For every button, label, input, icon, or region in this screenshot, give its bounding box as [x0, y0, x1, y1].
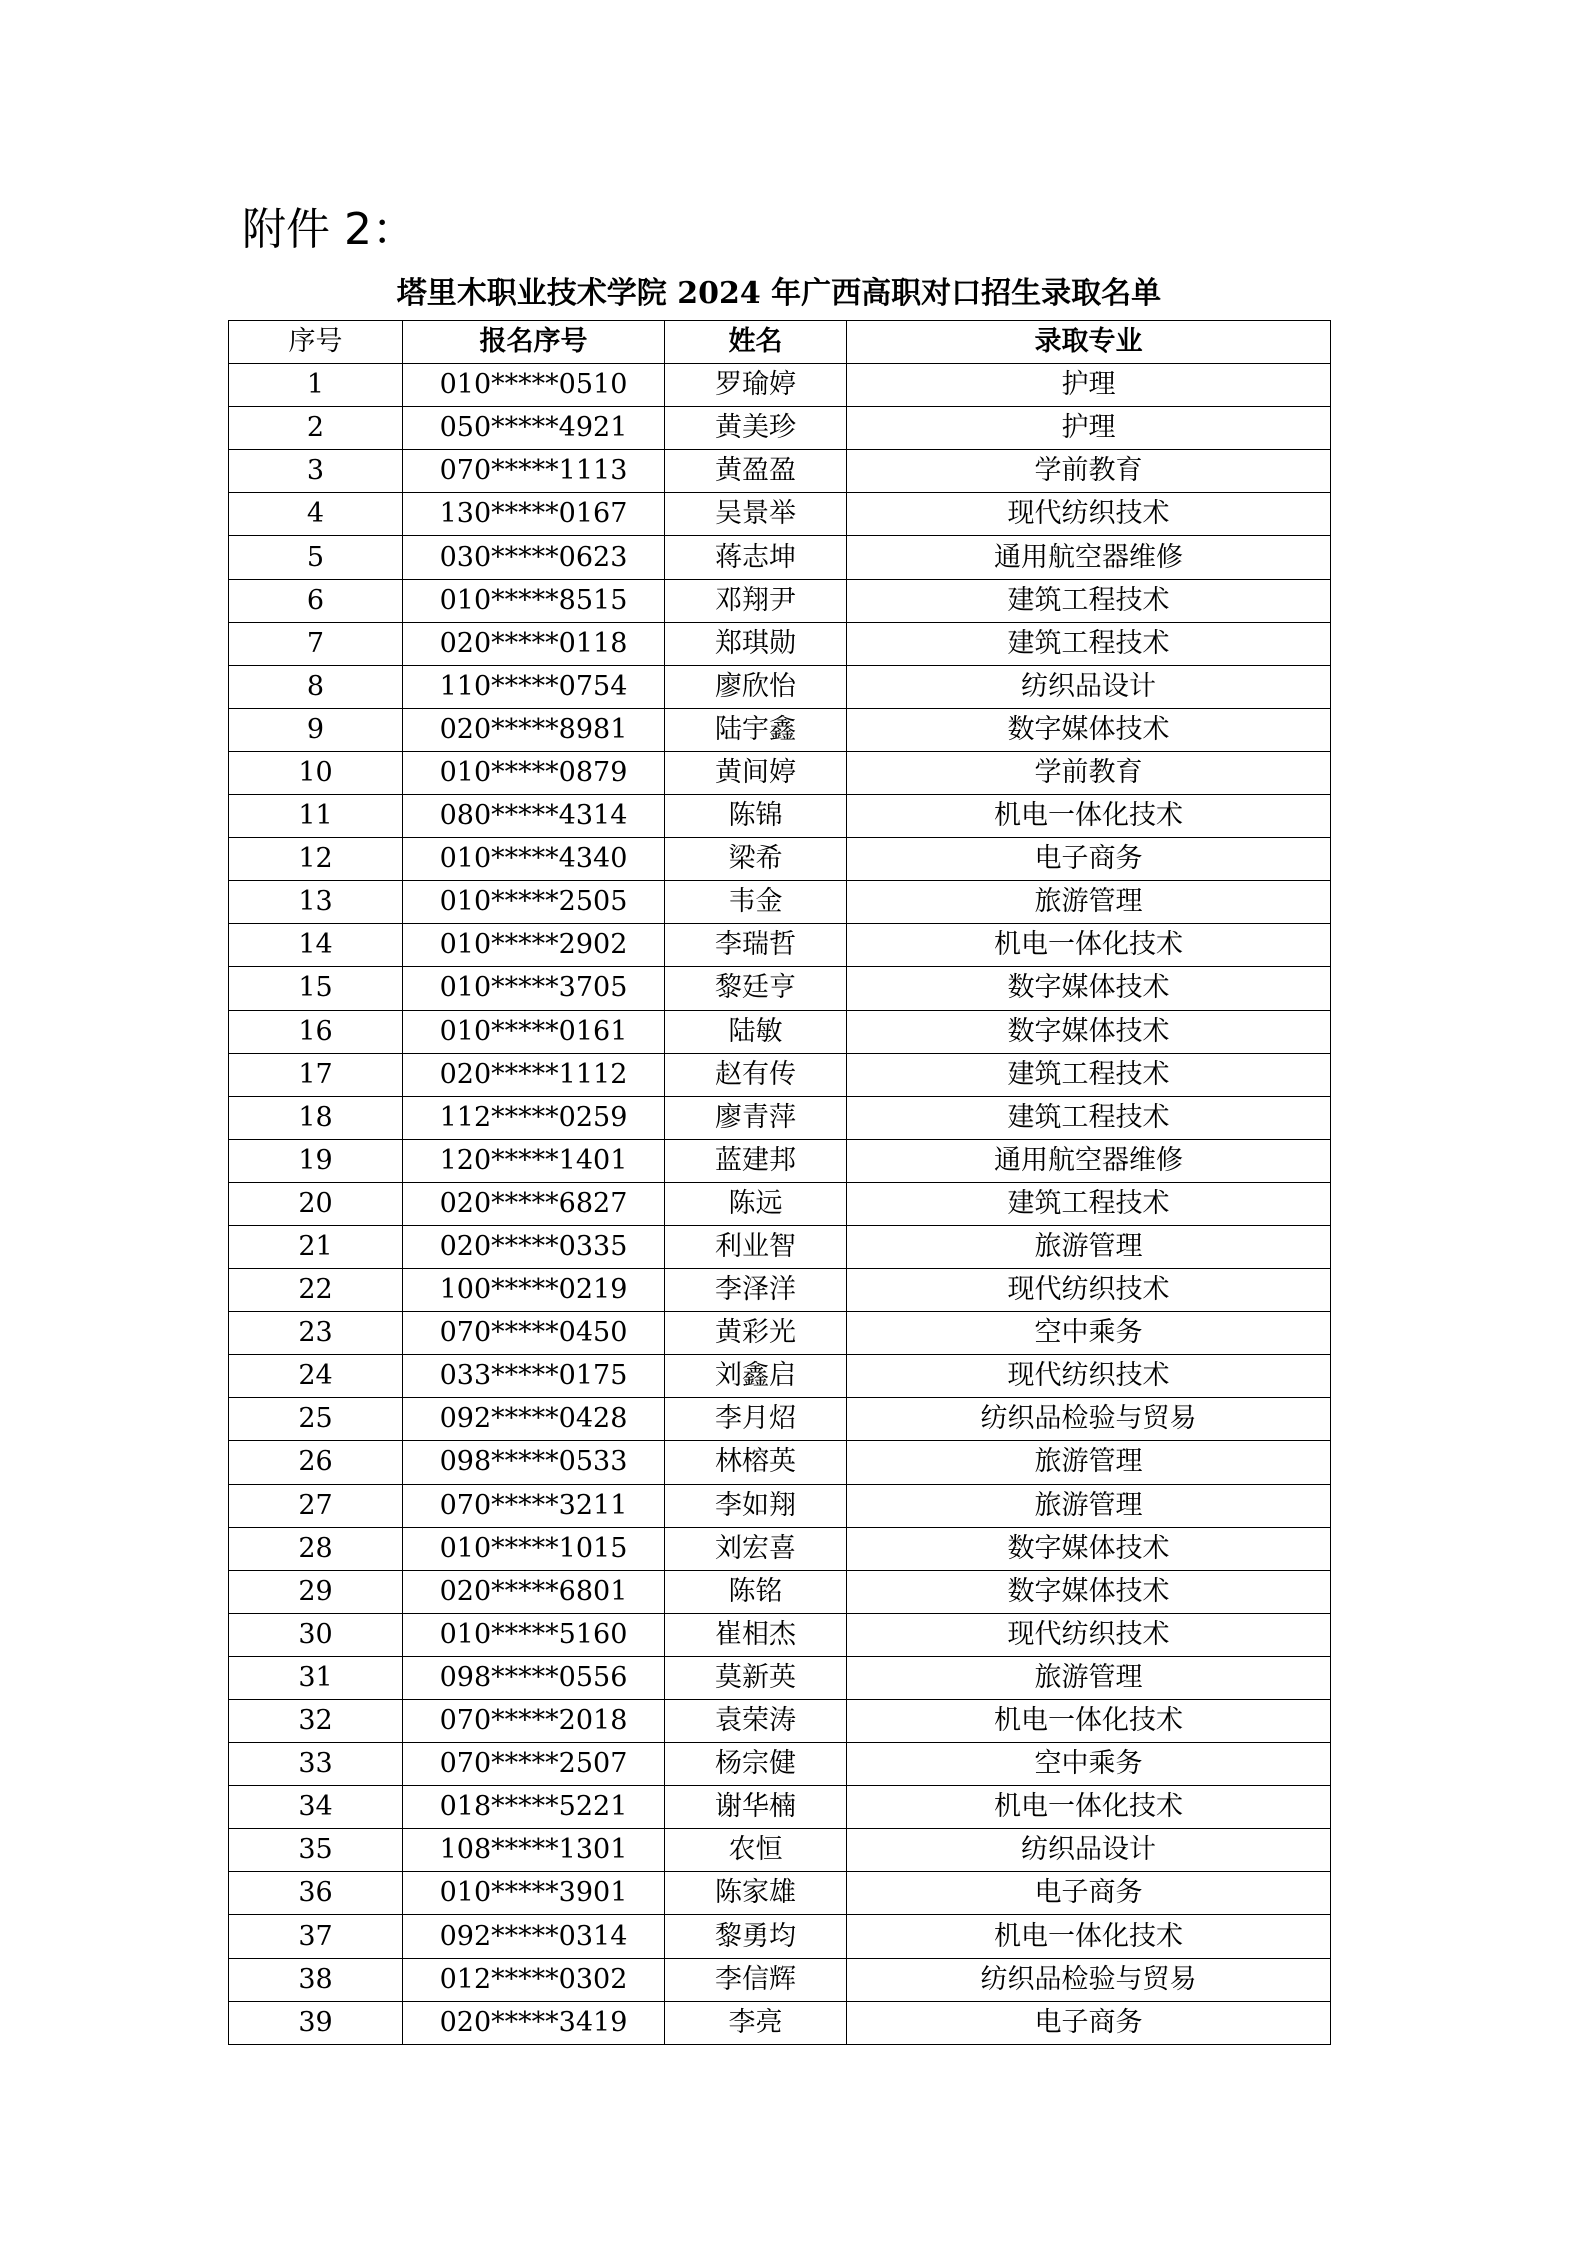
registration-number-cell: 018*****5221: [403, 1786, 665, 1829]
registration-number-cell: 010*****0161: [403, 1010, 665, 1053]
row-index-cell: 33: [229, 1743, 403, 1786]
registration-number-cell: 092*****0428: [403, 1398, 665, 1441]
registration-number-cell: 130*****0167: [403, 493, 665, 536]
registration-number-cell: 020*****0335: [403, 1225, 665, 1268]
admitted-major-cell: 护理: [847, 364, 1331, 407]
table-row: [229, 1872, 1331, 1915]
registration-number-cell: 010*****1015: [403, 1527, 665, 1570]
admitted-major-cell: 现代纺织技术: [847, 1355, 1331, 1398]
document-title: 塔里木职业技术学院 2024 年广西高职对口招生录取名单: [396, 276, 1162, 311]
registration-number-cell: 080*****4314: [403, 795, 665, 838]
admitted-major-cell: 电子商务: [847, 2001, 1331, 2044]
registration-number-cell: 020*****6827: [403, 1182, 665, 1225]
table-row: [229, 1786, 1331, 1829]
table-row: [229, 1829, 1331, 1872]
admitted-major-cell: 数字媒体技术: [847, 1527, 1331, 1570]
registration-number-cell: 010*****2902: [403, 924, 665, 967]
table-row: [229, 1398, 1331, 1441]
table-row: [229, 1613, 1331, 1656]
student-name-cell: 陆宇鑫: [665, 708, 847, 751]
student-name-cell: 罗瑜婷: [665, 364, 847, 407]
student-name-cell: 蒋志坤: [665, 536, 847, 579]
student-name-cell: 李信辉: [665, 1958, 847, 2001]
row-index-cell: 29: [229, 1570, 403, 1613]
row-index-cell: 38: [229, 1958, 403, 2001]
row-index-cell: 35: [229, 1829, 403, 1872]
admitted-major-cell: 护理: [847, 407, 1331, 450]
row-index-cell: 37: [229, 1915, 403, 1958]
row-index-cell: 26: [229, 1441, 403, 1484]
registration-number-cell: 010*****2505: [403, 881, 665, 924]
row-index-cell: 6: [229, 579, 403, 622]
table-row: [229, 708, 1331, 751]
row-index-cell: 36: [229, 1872, 403, 1915]
student-name-cell: 郑琪勋: [665, 622, 847, 665]
table-body: [229, 364, 1331, 2045]
table-row: [229, 1700, 1331, 1743]
student-name-cell: 莫新英: [665, 1656, 847, 1699]
table-row: [229, 2001, 1331, 2044]
registration-number-cell: 098*****0533: [403, 1441, 665, 1484]
student-name-cell: 邓翔尹: [665, 579, 847, 622]
admitted-major-cell: 数字媒体技术: [847, 967, 1331, 1010]
registration-number-cell: 070*****0450: [403, 1312, 665, 1355]
student-name-cell: 廖青萍: [665, 1096, 847, 1139]
admitted-major-cell: 建筑工程技术: [847, 622, 1331, 665]
row-index-cell: 9: [229, 708, 403, 751]
column-header-name: 姓名: [665, 321, 847, 364]
registration-number-cell: 050*****4921: [403, 407, 665, 450]
student-name-cell: 吴景举: [665, 493, 847, 536]
table-row: [229, 924, 1331, 967]
row-index-cell: 1: [229, 364, 403, 407]
registration-number-cell: 012*****0302: [403, 1958, 665, 2001]
student-name-cell: 杨宗健: [665, 1743, 847, 1786]
table-row: [229, 1441, 1331, 1484]
admitted-major-cell: 现代纺织技术: [847, 493, 1331, 536]
table-header-row: [229, 321, 1331, 364]
table-row: [229, 579, 1331, 622]
admitted-major-cell: 学前教育: [847, 751, 1331, 794]
student-name-cell: 赵有传: [665, 1053, 847, 1096]
row-index-cell: 4: [229, 493, 403, 536]
student-name-cell: 梁希: [665, 838, 847, 881]
row-index-cell: 2: [229, 407, 403, 450]
table-row: [229, 967, 1331, 1010]
student-name-cell: 陈家雄: [665, 1872, 847, 1915]
row-index-cell: 12: [229, 838, 403, 881]
table-row: [229, 1010, 1331, 1053]
student-name-cell: 陈锦: [665, 795, 847, 838]
table-row: [229, 1139, 1331, 1182]
registration-number-cell: 010*****4340: [403, 838, 665, 881]
admitted-major-cell: 建筑工程技术: [847, 1096, 1331, 1139]
row-index-cell: 11: [229, 795, 403, 838]
registration-number-cell: 010*****3901: [403, 1872, 665, 1915]
row-index-cell: 39: [229, 2001, 403, 2044]
table-row: [229, 838, 1331, 881]
student-name-cell: 陈铭: [665, 1570, 847, 1613]
admitted-major-cell: 纺织品检验与贸易: [847, 1398, 1331, 1441]
row-index-cell: 20: [229, 1182, 403, 1225]
student-name-cell: 黄彩光: [665, 1312, 847, 1355]
row-index-cell: 21: [229, 1225, 403, 1268]
table-row: [229, 1656, 1331, 1699]
row-index-cell: 15: [229, 967, 403, 1010]
admitted-major-cell: 通用航空器维修: [847, 536, 1331, 579]
admitted-major-cell: 纺织品设计: [847, 1829, 1331, 1872]
admitted-major-cell: 数字媒体技术: [847, 1570, 1331, 1613]
table-row: [229, 493, 1331, 536]
registration-number-cell: 070*****2018: [403, 1700, 665, 1743]
table-row: [229, 622, 1331, 665]
student-name-cell: 黄盈盈: [665, 450, 847, 493]
row-index-cell: 31: [229, 1656, 403, 1699]
admission-list-table-container: [228, 320, 1330, 2045]
student-name-cell: 利业智: [665, 1225, 847, 1268]
table-row: [229, 407, 1331, 450]
row-index-cell: 34: [229, 1786, 403, 1829]
admitted-major-cell: 机电一体化技术: [847, 1915, 1331, 1958]
table-row: [229, 536, 1331, 579]
row-index-cell: 17: [229, 1053, 403, 1096]
table-row: [229, 364, 1331, 407]
row-index-cell: 27: [229, 1484, 403, 1527]
registration-number-cell: 020*****6801: [403, 1570, 665, 1613]
student-name-cell: 袁荣涛: [665, 1700, 847, 1743]
registration-number-cell: 070*****3211: [403, 1484, 665, 1527]
student-name-cell: 谢华楠: [665, 1786, 847, 1829]
student-name-cell: 廖欣怡: [665, 665, 847, 708]
table-row: [229, 1484, 1331, 1527]
student-name-cell: 刘鑫启: [665, 1355, 847, 1398]
column-header-major: 录取专业: [847, 321, 1331, 364]
row-index-cell: 24: [229, 1355, 403, 1398]
registration-number-cell: 120*****1401: [403, 1139, 665, 1182]
admitted-major-cell: 旅游管理: [847, 1441, 1331, 1484]
row-index-cell: 22: [229, 1269, 403, 1312]
row-index-cell: 5: [229, 536, 403, 579]
admitted-major-cell: 电子商务: [847, 1872, 1331, 1915]
registration-number-cell: 010*****5160: [403, 1613, 665, 1656]
row-index-cell: 3: [229, 450, 403, 493]
table-row: [229, 1096, 1331, 1139]
registration-number-cell: 020*****8981: [403, 708, 665, 751]
registration-number-cell: 010*****8515: [403, 579, 665, 622]
row-index-cell: 8: [229, 665, 403, 708]
admitted-major-cell: 电子商务: [847, 838, 1331, 881]
admitted-major-cell: 建筑工程技术: [847, 1053, 1331, 1096]
row-index-cell: 32: [229, 1700, 403, 1743]
row-index-cell: 25: [229, 1398, 403, 1441]
registration-number-cell: 030*****0623: [403, 536, 665, 579]
row-index-cell: 7: [229, 622, 403, 665]
registration-number-cell: 070*****2507: [403, 1743, 665, 1786]
row-index-cell: 14: [229, 924, 403, 967]
registration-number-cell: 092*****0314: [403, 1915, 665, 1958]
student-name-cell: 李瑞哲: [665, 924, 847, 967]
row-index-cell: 19: [229, 1139, 403, 1182]
admitted-major-cell: 通用航空器维修: [847, 1139, 1331, 1182]
admitted-major-cell: 旅游管理: [847, 1484, 1331, 1527]
table-row: [229, 1269, 1331, 1312]
student-name-cell: 黎廷亨: [665, 967, 847, 1010]
student-name-cell: 林榕英: [665, 1441, 847, 1484]
admitted-major-cell: 旅游管理: [847, 881, 1331, 924]
registration-number-cell: 108*****1301: [403, 1829, 665, 1872]
table-row: [229, 1958, 1331, 2001]
admitted-major-cell: 数字媒体技术: [847, 708, 1331, 751]
table-row: [229, 1570, 1331, 1613]
registration-number-cell: 110*****0754: [403, 665, 665, 708]
row-index-cell: 16: [229, 1010, 403, 1053]
registration-number-cell: 100*****0219: [403, 1269, 665, 1312]
registration-number-cell: 010*****3705: [403, 967, 665, 1010]
admitted-major-cell: 学前教育: [847, 450, 1331, 493]
student-name-cell: 李泽洋: [665, 1269, 847, 1312]
student-name-cell: 崔相杰: [665, 1613, 847, 1656]
table-row: [229, 1225, 1331, 1268]
table-row: [229, 1053, 1331, 1096]
table-row: [229, 1355, 1331, 1398]
admitted-major-cell: 现代纺织技术: [847, 1613, 1331, 1656]
student-name-cell: 农恒: [665, 1829, 847, 1872]
admitted-major-cell: 机电一体化技术: [847, 795, 1331, 838]
student-name-cell: 陆敏: [665, 1010, 847, 1053]
student-name-cell: 陈远: [665, 1182, 847, 1225]
registration-number-cell: 112*****0259: [403, 1096, 665, 1139]
admitted-major-cell: 纺织品设计: [847, 665, 1331, 708]
student-name-cell: 黎勇均: [665, 1915, 847, 1958]
student-name-cell: 韦金: [665, 881, 847, 924]
admitted-major-cell: 机电一体化技术: [847, 924, 1331, 967]
registration-number-cell: 020*****1112: [403, 1053, 665, 1096]
registration-number-cell: 020*****3419: [403, 2001, 665, 2044]
student-name-cell: 李如翔: [665, 1484, 847, 1527]
row-index-cell: 28: [229, 1527, 403, 1570]
registration-number-cell: 010*****0510: [403, 364, 665, 407]
registration-number-cell: 098*****0556: [403, 1656, 665, 1699]
table-row: [229, 751, 1331, 794]
table-row: [229, 665, 1331, 708]
student-name-cell: 刘宏喜: [665, 1527, 847, 1570]
column-header-index: 序号: [229, 321, 403, 364]
student-name-cell: 李月炤: [665, 1398, 847, 1441]
table-row: [229, 881, 1331, 924]
registration-number-cell: 010*****0879: [403, 751, 665, 794]
table-row: [229, 1527, 1331, 1570]
row-index-cell: 23: [229, 1312, 403, 1355]
admitted-major-cell: 建筑工程技术: [847, 1182, 1331, 1225]
student-name-cell: 黄间婷: [665, 751, 847, 794]
admission-list-table: [228, 320, 1331, 2045]
table-row: [229, 1743, 1331, 1786]
admitted-major-cell: 机电一体化技术: [847, 1700, 1331, 1743]
table-row: [229, 1915, 1331, 1958]
admitted-major-cell: 旅游管理: [847, 1656, 1331, 1699]
admitted-major-cell: 数字媒体技术: [847, 1010, 1331, 1053]
row-index-cell: 18: [229, 1096, 403, 1139]
admitted-major-cell: 旅游管理: [847, 1225, 1331, 1268]
student-name-cell: 李亮: [665, 2001, 847, 2044]
column-header-registration-number: 报名序号: [403, 321, 665, 364]
registration-number-cell: 020*****0118: [403, 622, 665, 665]
table-row: [229, 450, 1331, 493]
student-name-cell: 黄美珍: [665, 407, 847, 450]
admitted-major-cell: 机电一体化技术: [847, 1786, 1331, 1829]
attachment-label: 附件 2：: [242, 204, 416, 255]
table-row: [229, 1182, 1331, 1225]
admitted-major-cell: 空中乘务: [847, 1312, 1331, 1355]
row-index-cell: 13: [229, 881, 403, 924]
registration-number-cell: 070*****1113: [403, 450, 665, 493]
registration-number-cell: 033*****0175: [403, 1355, 665, 1398]
admitted-major-cell: 现代纺织技术: [847, 1269, 1331, 1312]
row-index-cell: 10: [229, 751, 403, 794]
admitted-major-cell: 建筑工程技术: [847, 579, 1331, 622]
row-index-cell: 30: [229, 1613, 403, 1656]
student-name-cell: 蓝建邦: [665, 1139, 847, 1182]
admitted-major-cell: 空中乘务: [847, 1743, 1331, 1786]
admitted-major-cell: 纺织品检验与贸易: [847, 1958, 1331, 2001]
table-row: [229, 795, 1331, 838]
table-row: [229, 1312, 1331, 1355]
